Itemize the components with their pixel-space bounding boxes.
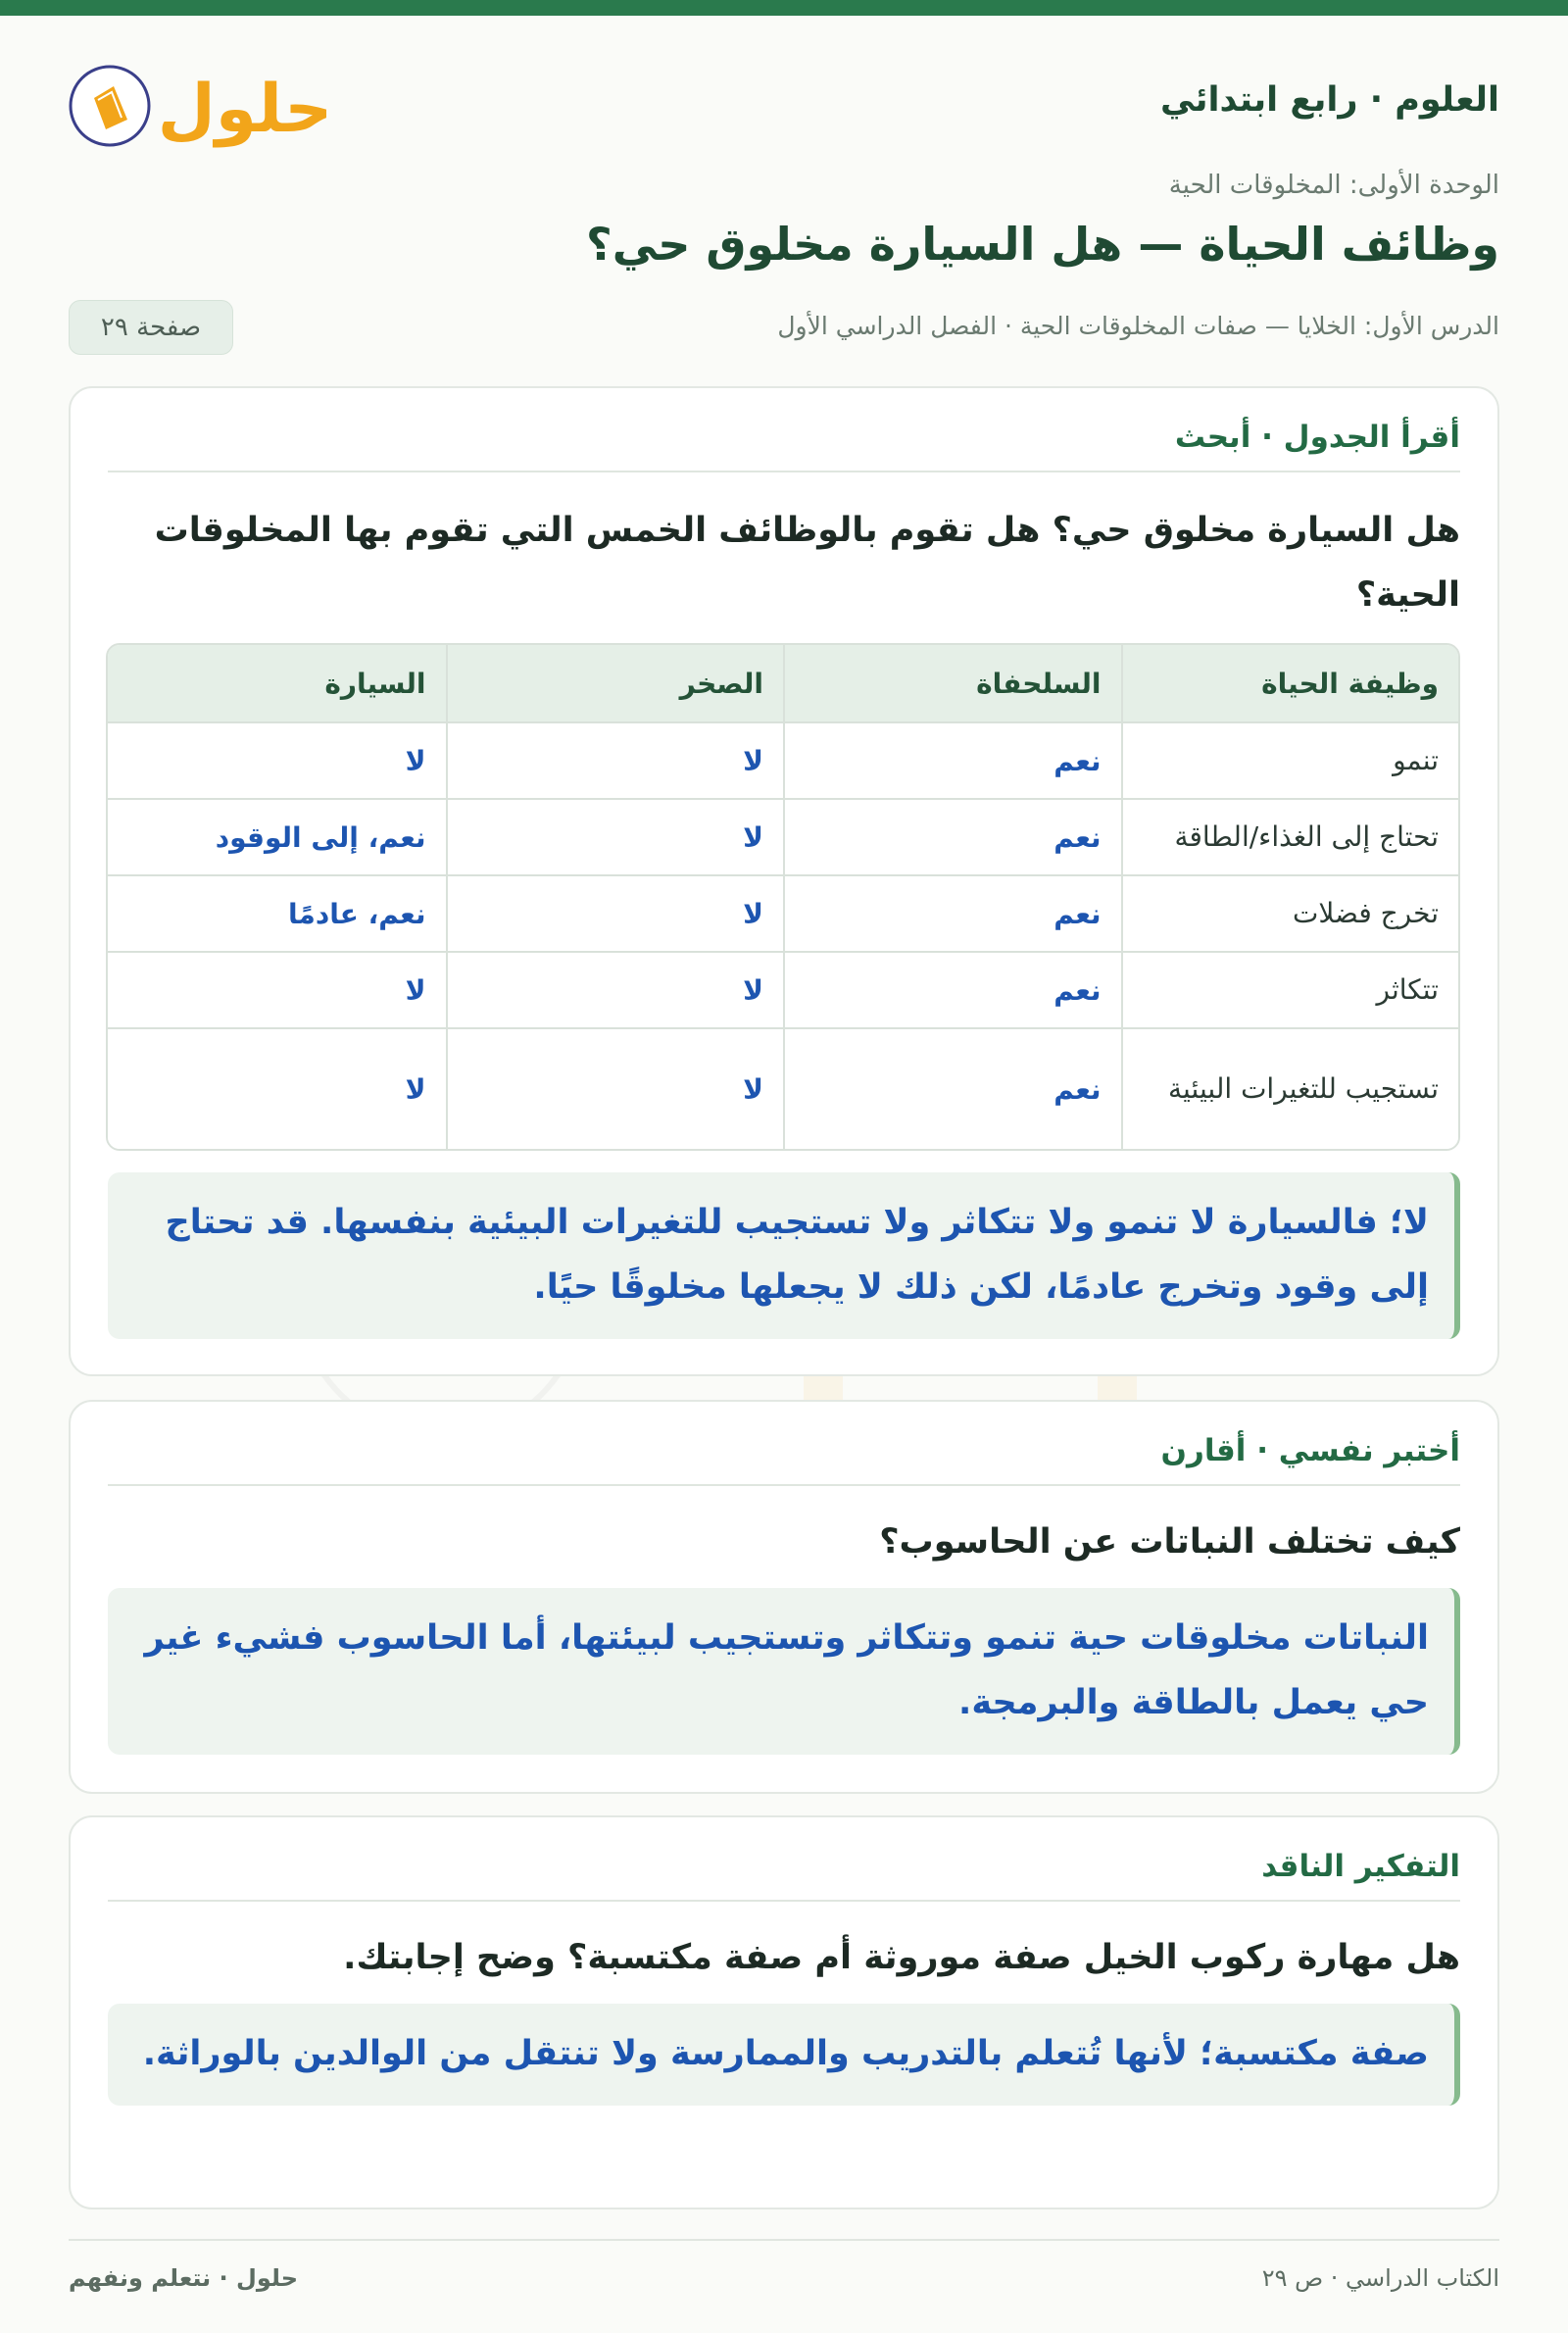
card-critical-thinking xyxy=(69,1815,1499,2209)
table-cell: تحتاج إلى الغذاء/الطاقة xyxy=(1121,798,1458,874)
table-cell: لا xyxy=(108,721,446,798)
table-cell: لا xyxy=(446,951,783,1027)
card-heading-text: أقرأ الجدول · أبحث xyxy=(1174,420,1460,455)
table-cell: لا xyxy=(446,721,783,798)
table-row xyxy=(108,1027,1458,1149)
table-cell: تنمو xyxy=(1121,721,1458,798)
card-read-table xyxy=(69,386,1499,1376)
hulool-logo xyxy=(69,51,333,159)
table-row xyxy=(108,874,1458,951)
table-cell: لا xyxy=(108,1027,446,1149)
column-header: السيارة xyxy=(108,645,446,721)
logo-wordmark: حلول xyxy=(157,71,333,148)
table-row xyxy=(108,798,1458,874)
page-title: وظائف الحياة — هل السيارة مخلوق حي؟ xyxy=(586,218,1499,271)
column-header: السلحفاة xyxy=(783,645,1121,721)
page-number-badge: صفحة ٢٩ xyxy=(69,300,233,355)
table-cell: لا xyxy=(446,798,783,874)
card-heading-text: أختبر نفسي · أقارن xyxy=(1160,1433,1460,1468)
table-row xyxy=(108,951,1458,1027)
card-heading xyxy=(108,1849,1460,1902)
table-cell: تتكاثر xyxy=(1121,951,1458,1027)
table-cell: نعم xyxy=(783,798,1121,874)
table-header-row xyxy=(108,645,1458,721)
table-cell: لا xyxy=(108,951,446,1027)
table-cell: لا xyxy=(446,874,783,951)
footer-divider xyxy=(69,2239,1499,2241)
answer-box: النباتات مخلوقات حية تنمو وتتكاثر وتستجيب لبيئتها، أما الحاسوب فشيء غير حي يعمل بالطاقة والبرمجة. xyxy=(108,1588,1460,1755)
footer-book-page: الكتاب الدراسي · ص ٢٩ xyxy=(1261,2264,1499,2292)
column-header: الصخر xyxy=(446,645,783,721)
question-text: كيف تختلف النباتات عن الحاسوب؟ xyxy=(879,1522,1460,1562)
table-cell: لا xyxy=(446,1027,783,1149)
card-heading xyxy=(108,1433,1460,1486)
card-heading xyxy=(108,420,1460,472)
table-cell: تخرج فضلات xyxy=(1121,874,1458,951)
table-cell: نعم، إلى الوقود xyxy=(108,798,446,874)
page-header xyxy=(69,51,1499,159)
answer-box: لا؛ فالسيارة لا تنمو ولا تتكاثر ولا تستجيب للتغيرات البيئية بنفسها. قد تحتاج إلى وقود وتخرج عادمًا، لكن ذلك لا يجعلها مخلوقًا حيًا. xyxy=(108,1172,1460,1339)
footer-brand: حلول · نتعلم ونفهم xyxy=(69,2264,298,2292)
life-functions-table xyxy=(106,643,1460,1151)
unit-label: الوحدة الأولى: المخلوقات الحية xyxy=(1168,171,1499,200)
top-accent-bar xyxy=(0,0,1568,16)
card-heading-text: التفكير الناقد xyxy=(1261,1849,1460,1884)
card-self-test xyxy=(69,1400,1499,1794)
table-cell: نعم xyxy=(783,951,1121,1027)
column-header: وظيفة الحياة xyxy=(1121,645,1458,721)
question-text: هل السيارة مخلوق حي؟ هل تقوم بالوظائف الخمس التي تقوم بها المخلوقات الحية؟ xyxy=(154,511,1460,615)
question-text: هل مهارة ركوب الخيل صفة موروثة أم صفة مكتسبة؟ وضح إجابتك. xyxy=(343,1938,1460,1977)
table-cell: نعم، عادمًا xyxy=(108,874,446,951)
lesson-info: الدرس الأول: الخلايا — صفات المخلوقات الحية · الفصل الدراسي الأول xyxy=(777,312,1499,340)
answer-box: صفة مكتسبة؛ لأنها تُتعلم بالتدريب والممارسة ولا تنتقل من الوالدين بالوراثة. xyxy=(108,2004,1460,2106)
table-cell: نعم xyxy=(783,1027,1121,1149)
table-row xyxy=(108,721,1458,798)
subject-title: العلوم · رابع ابتدائي xyxy=(1159,80,1499,120)
table-cell: نعم xyxy=(783,874,1121,951)
table-cell: نعم xyxy=(783,721,1121,798)
table-cell: تستجيب للتغيرات البيئية xyxy=(1121,1027,1458,1149)
